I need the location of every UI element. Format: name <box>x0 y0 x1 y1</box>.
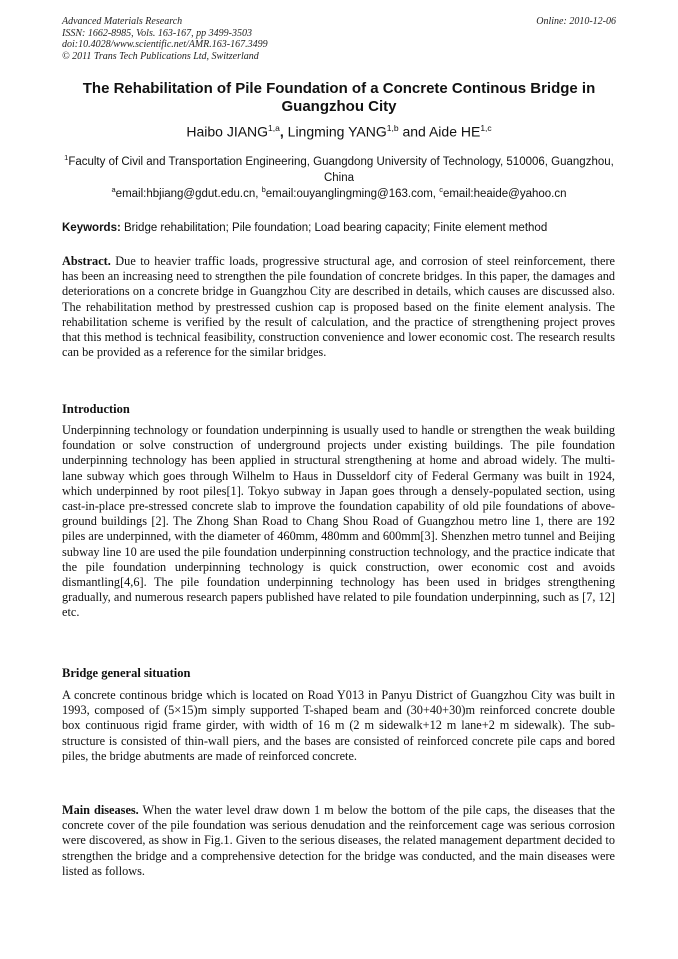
diseases-paragraph <box>62 803 615 879</box>
online-date: Online: 2010-12-06 <box>536 16 616 27</box>
bridge-heading: Bridge general situation <box>62 666 191 680</box>
journal-name: Advanced Materials Research <box>62 16 183 27</box>
email-sup: b <box>261 185 266 194</box>
email-text: email:ouyanglingming@163.com, <box>265 187 440 200</box>
issn-line: ISSN: 1662-8985, Vols. 163-167, pp 3499-3503 <box>62 27 252 39</box>
bridge-paragraph: A concrete continous bridge which is located on Road Y013 in Panyu District of Guangzhou City was built in 1993, composed of (5×15)m simply supported T-shaped beam and (30+40+30)m reinforced concrete double box continuous rigid frame girder, with width of 16 m (2 m sidewalk+12 m lane+2 m sidewalk). The sub-structure is consisted of thin-wall piers, and the bases are consisted of reinforced concrete pile caps and bored piles, the bridge abutments are made of reinforced concrete. <box>62 688 615 763</box>
author-sup: 1,b <box>386 123 399 133</box>
abstract-label: Abstract. <box>62 254 111 268</box>
affiliation <box>50 150 628 186</box>
affiliation-sup: 1 <box>64 153 69 162</box>
email-text: email:heaide@yahoo.cn <box>442 187 567 200</box>
introduction-heading: Introduction <box>62 402 130 416</box>
author-sup: 1,a <box>268 123 280 133</box>
author-sup: 1,c <box>480 123 492 133</box>
author-list <box>50 123 628 140</box>
author-name: Lingming YANG <box>287 123 387 140</box>
author-name: Haibo JIANG <box>186 123 269 140</box>
email-sup: c <box>439 185 443 194</box>
journal-header <box>62 16 268 62</box>
abstract <box>62 254 615 360</box>
author-separator: , <box>279 123 288 140</box>
diseases-label: Main diseases. <box>62 803 139 817</box>
doi-line: doi:10.4028/www.scientific.net/AMR.163-167.3499 <box>62 39 268 50</box>
author-separator: and <box>398 123 429 140</box>
keywords-text: Bridge rehabilitation; Pile foundation; Load bearing capacity; Finite element method <box>124 222 548 234</box>
keywords <box>62 222 622 234</box>
author-name: Aide HE <box>428 123 481 140</box>
keywords-label: Keywords: <box>62 222 121 234</box>
affiliation-text: Faculty of Civil and Transportation Engineering, Guangdong University of Technology, 510006, Guangzhou, China <box>68 155 614 184</box>
paper-title: The Rehabilitation of Pile Foundation of a Concrete Continous Bridge in Guangzhou City <box>82 80 596 115</box>
abstract-text: Due to heavier traffic loads, progressive structural age, and corrosion of steel reinforcement, there has been an increasing need to strengthen the pile foundation of concrete bridges. In this paper, the damages and deteriorations on a concrete bridge in Guangzhou City are described in details, which causes are discussed also. The rehabilitation method by prestressed cushion cap is proposed based on the finite element analysis. The rehabilitation scheme is verified by the result of calculation, and the practice of strengthening project proves that this method is technical feasibility, construction convenience and lower economic cost. The research results can be provided as a reference for the similar bridges. <box>62 254 616 360</box>
email-text: email:hbjiang@gdut.edu.cn, <box>115 187 262 200</box>
introduction-paragraph: Underpinning technology or foundation underpinning is usually used to handle or strengthen the weak building foundation or solve construction of underground projects under existing buildings. The pile foundation underpinning technology has been applied in structural strengthening at home and abroad widely. The multi-lane subway which goes through Wilhelm to Haus in Dusseldorf city of Federal Germany was built in 1924, which underpinned by root piles[1]. Tokyo subway in Japan goes through a densely-populated section, using cast-in-place pre-stressed concrete slab to improve the foundation capability of old pile foundations of above-ground buildings [2]. The Zhong Shan Road to Chang Shou Road of Guangzhou metro line 1, there are 192 piles are underpinned, with the diameter of 460mm, 480mm and 600mm[3]. Shenzhen metro tunnel and Beijing subway line 10 are used the pile foundation underpinning construction technology, and the practice indicate that the pile foundation underpinning technology is quick construction, ower economic cost and avoids dismantling[4,6]. The pile foundation underpinning technology has been used in bridges strengthening gradually, and numerous research papers published have related to pile foundation underpinning, such as [7, 12] etc. <box>62 423 615 620</box>
email-line <box>50 185 628 200</box>
copyright-line: © 2011 Trans Tech Publications Ltd, Switzerland <box>62 50 259 62</box>
diseases-text: When the water level draw down 1 m below the bottom of the pile caps, the diseases that the concrete cover of the pile foundation was serious denudation and the reinforcement cage was serious corrosion were discovered, as show in Fig.1. Given to the serious diseases, the related management department decided to strengthen the bridge and a comprehensive detection for the bridge was conducted, and the main diseases were listed as follows. <box>62 803 615 878</box>
email-sup: a <box>111 185 116 194</box>
